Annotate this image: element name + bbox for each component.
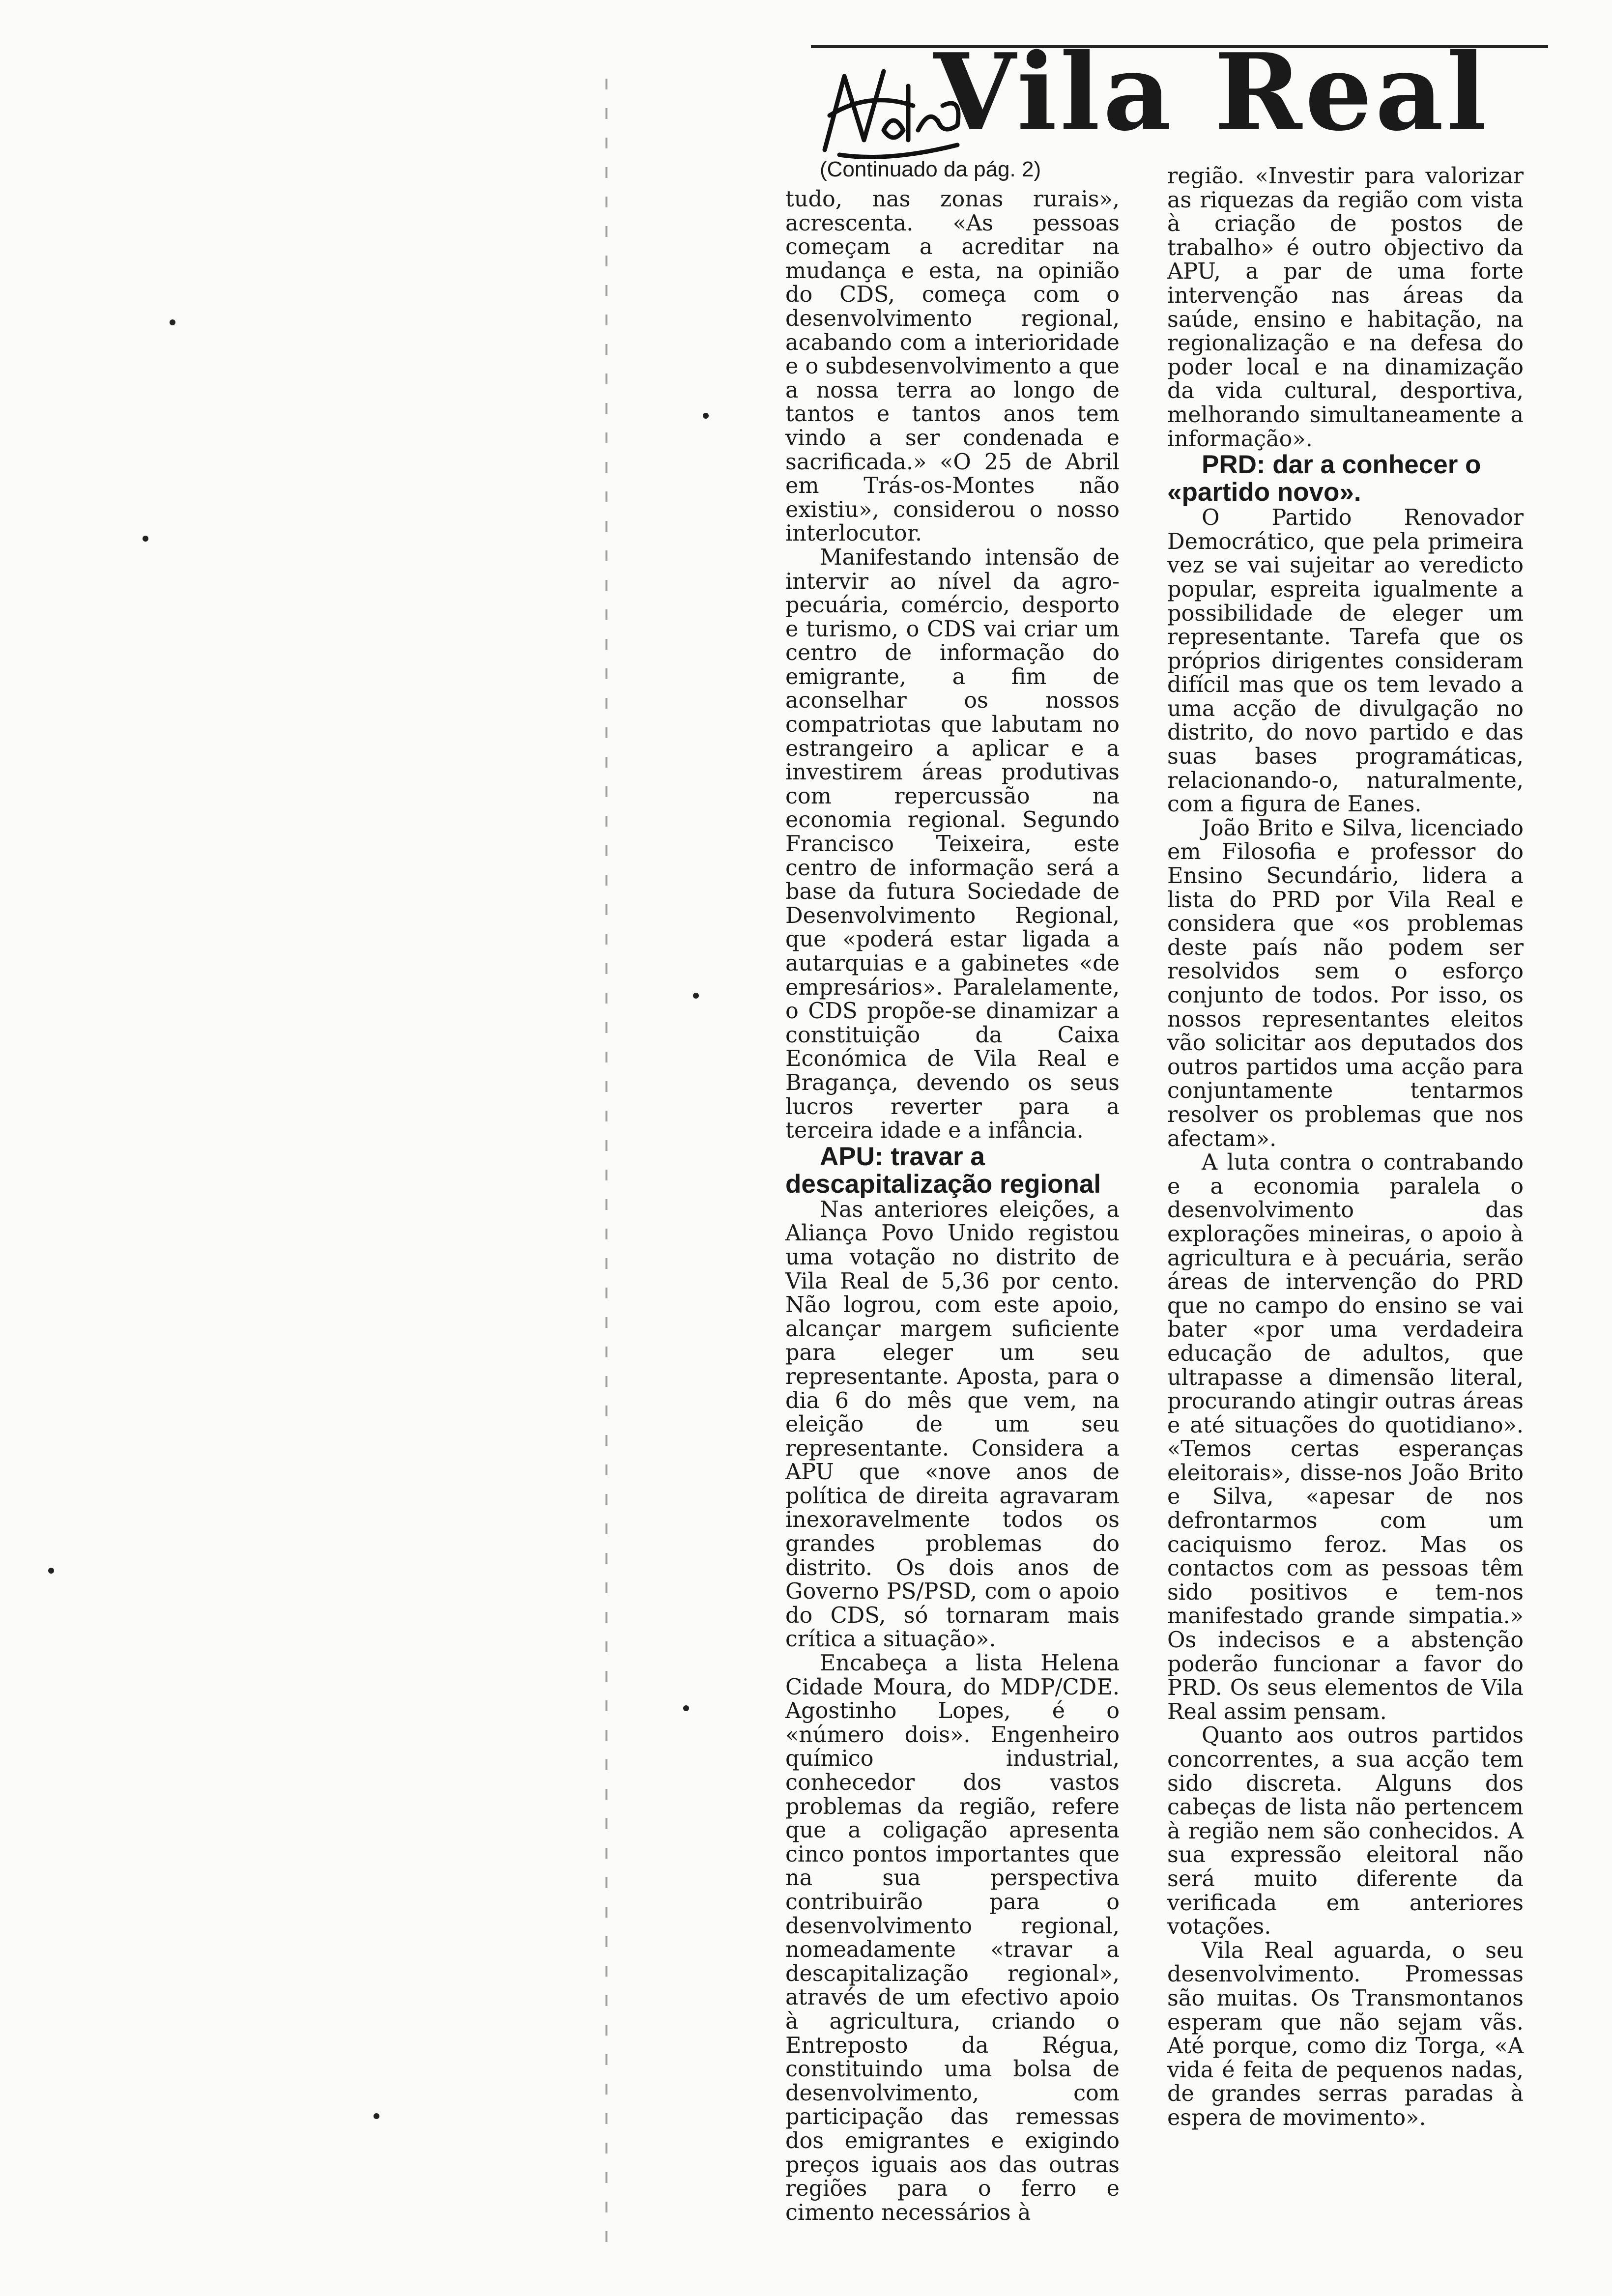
scan-speck bbox=[703, 413, 709, 419]
article-paragraph: João Brito e Silva, licenciado em Filosofia e professor do Ensino Secundário, lidera a lista do PRD por Vila Real e considera que «os problemas deste país não podem ser resolvidos sem o esforço conjunto de todos. Por isso, os nossos representantes eleitos vão solicitar aos deputados dos outros partidos uma acção para conjuntamente tentarmos resolver os problemas que nos afectam». bbox=[1167, 815, 1524, 1151]
article-paragraph: região. «Investir para valorizar as riquezas da região com vista à criação de postos de trabalho» é outro objectivo da APU, a par de uma forte intervenção nas áreas da saúde, ensino e habitação, na regionalização e na defesa do poder local e na dinamização da vida cultural, desportiva, melhorando simultaneamente a informação». bbox=[1167, 164, 1524, 452]
scan-speck bbox=[48, 1568, 54, 1574]
masthead-title: Vila Real bbox=[934, 30, 1490, 154]
article-paragraph: Vila Real aguarda, o seu desenvolvimento. Promessas são muitas. Os Transmontanos esperam que não sejam vãs. Até porque, como diz Torga, «A vida é feita de pequenos nadas, de grandes serras paradas à espera de movimento». bbox=[1167, 1938, 1524, 2130]
section-heading-prd: PRD: dar a conhecer o «partido novo». bbox=[1167, 450, 1481, 507]
article-paragraph: Nas anteriores eleições, a Aliança Povo Unido registou uma votação no distrito de Vila Real de 5,36 por cento. Não logrou, com este apoio, alcançar margem suficiente para eleger um seu representante. Aposta, para o dia 6 do mês que vem, na eleição de um seu representante. Considera a APU que «nove anos de política de direita agravaram inexoravelmente todos os grandes problemas do distrito. Os dois anos de Governo PS/PSD, com o apoio do CDS, só tornaram mais crítica a situação». bbox=[785, 1197, 1120, 1652]
article-paragraph: O Partido Renovador Democrático, que pela primeira vez se vai sujeitar ao veredicto popular, espreita igualmente a possibilidade de eleger um representante. Tarefa que os próprios dirigentes consideram difícil mas que os tem levado a uma acção de divulgação no distrito, do novo partido e das suas bases programáticas, relacionando-o, naturalmente, com a figura de Eanes. bbox=[1167, 505, 1524, 817]
article-paragraph: tudo, nas zonas rurais», acrescenta. «As pessoas começam a acreditar na mudança e esta, na opinião do CDS, começa com o desenvolvimento regional, acabando com a interioridade e o subdesenvolvimento a que a nossa terra ao longo de tantos e tantos anos tem vindo a ser condenada e sacrificada.» «O 25 de Abril em Trás-os-Montes não existiu», considerou o nosso interlocutor. bbox=[785, 187, 1120, 546]
section-heading-apu: APU: travar a descapitalização regional bbox=[785, 1142, 1101, 1199]
scan-speck bbox=[143, 536, 148, 542]
article-paragraph: Encabeça a lista Helena Cidade Moura, do MDP/CDE. Agostinho Lopes, é o «número dois». Engenheiro químico industrial, conhecedor dos vastos problemas da região, refere que a coligação apresenta cinco pontos importantes que na sua perspectiva contribuirão para o desenvolvimento regional, nomeadamente «travar a descapitalização regional», através de um efectivo apoio à agricultura, criando o Entreposto da Régua, constituindo uma bolsa de desenvolvimento, com participação das remessas dos emigrantes e exigindo preços iguais aos das outras regiões para o ferro e cimento necessários à bbox=[785, 1651, 1120, 2225]
scan-speck bbox=[374, 2113, 379, 2119]
continued-note: (Continuado da pág. 2) bbox=[820, 157, 1041, 181]
scan-speck bbox=[683, 1705, 689, 1711]
column-right bbox=[1167, 165, 1524, 2130]
article-paragraph: Manifestando intensão de intervir ao nível da agro-pecuária, comércio, desporto e turismo, o CDS vai criar um centro de informação do emigrante, a fim de aconselhar os nossos compatriotas que labutam no estrangeiro a aplicar e a investirem áreas produtivas com repercussão na economia regional. Segundo Francisco Teixeira, este centro de informação será a base da futura Sociedade de Desenvolvimento Regional, que «poderá estar ligada a autarquias e a gabinetes «de empresários». Paralelamente, o CDS propõe-se dinamizar a constituição da Caixa Económica de Vila Real e Bragança, devendo os seus lucros reverter para a terceira idade e a infância. bbox=[785, 545, 1120, 1144]
scan-speck bbox=[693, 993, 699, 999]
column-left bbox=[785, 188, 1120, 2225]
article-paragraph: A luta contra o contrabando e a economia paralela o desenvolvimento das explorações mineiras, o apoio à agricultura e à pecuária, serão áreas de intervenção do PRD que no campo do ensino se vai bater «por uma verdadeira educação de adultos, que ultrapasse a dimensão literal, procurando atingir outras áreas e até situações do quotidiano». «Temos certas esperanças eleitorais», disse-nos João Brito e Silva, «apesar de nos defrontarmos com um caciquismo feroz. Mas os contactos com as pessoas têm sido positivos e tem-nos manifestado grande simpatia.» Os indecisos e a abstenção poderão funcionar a favor do PRD. Os seus elementos de Vila Real assim pensam. bbox=[1167, 1150, 1524, 1724]
article-paragraph: Quanto aos outros partidos concorrentes, a sua acção tem sido discreta. Alguns dos cabeças de lista não pertencem à região nem são conhecidos. A sua expressão eleitoral não será muito diferente da verificada em anteriores votações. bbox=[1167, 1723, 1524, 1940]
scan-speck bbox=[170, 319, 175, 325]
scan-fold-line bbox=[605, 79, 607, 2261]
